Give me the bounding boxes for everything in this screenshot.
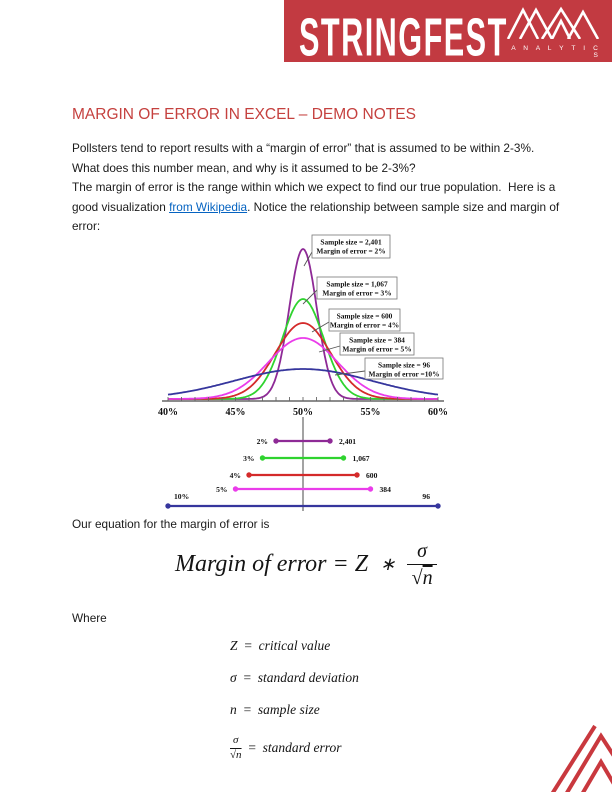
- svg-text:Sample size = 1,067: Sample size = 1,067: [326, 279, 388, 289]
- definition-standard-deviation: [230, 668, 359, 687]
- equation-lhs: Margin of error = Z: [174, 551, 369, 577]
- multiply-operator: ∗: [380, 554, 396, 574]
- svg-text:55%: 55%: [360, 407, 381, 418]
- brand-logo-block: [506, 6, 602, 59]
- margin-of-error-figure: [148, 233, 468, 518]
- mountain-logo-icon: [506, 6, 602, 39]
- equation-intro: Our equation for the margin of error is: [72, 517, 270, 531]
- svg-text:4%: 4%: [229, 470, 241, 480]
- svg-text:2%: 2%: [256, 436, 268, 446]
- definitions-list: [230, 636, 359, 777]
- paragraph-line: [72, 198, 559, 218]
- brand-wordmark: STRINGFEST: [299, 7, 508, 68]
- radicand: n: [236, 748, 242, 761]
- brand-subtitle: A N A L Y T I C S: [511, 45, 601, 59]
- svg-text:2,401: 2,401: [339, 436, 357, 446]
- fraction-denominator: [412, 565, 433, 589]
- paragraph-pollsters: [72, 139, 534, 178]
- term: n: [230, 701, 237, 717]
- svg-text:Margin of error =10%: Margin of error =10%: [368, 369, 440, 379]
- radical-sign: √: [230, 748, 237, 761]
- svg-text:Margin of error = 3%: Margin of error = 3%: [322, 288, 392, 298]
- svg-text:384: 384: [379, 484, 391, 494]
- equals-sign: =: [243, 637, 253, 653]
- definition-sample-size: [230, 700, 359, 719]
- svg-text:Margin of error = 2%: Margin of error = 2%: [316, 246, 386, 256]
- equation-margin-of-error: [0, 540, 612, 589]
- meaning: standard deviation: [257, 669, 359, 685]
- meaning: critical value: [258, 637, 331, 653]
- svg-text:Sample size = 600: Sample size = 600: [336, 311, 393, 321]
- paragraph-line: What does this number mean, and why is it assumed to be 2-3%?: [72, 160, 416, 175]
- svg-text:40%: 40%: [158, 407, 178, 418]
- text-before-link: good visualization: [72, 199, 170, 214]
- meaning: sample size: [257, 701, 320, 717]
- radicand: n: [422, 567, 433, 589]
- equation-fraction: [407, 540, 437, 589]
- margin-of-error-chart: [148, 233, 468, 518]
- meaning: standard error: [262, 740, 342, 755]
- fraction-denominator: [230, 749, 242, 762]
- svg-text:45%: 45%: [225, 407, 246, 418]
- definition-standard-error: [230, 732, 359, 764]
- corner-mountain-logo-icon: [550, 720, 612, 792]
- radical-sign: √: [411, 567, 423, 589]
- paragraph-line: error:: [72, 219, 101, 233]
- svg-text:1,067: 1,067: [352, 453, 370, 463]
- svg-text:Sample size = 96: Sample size = 96: [377, 360, 431, 370]
- svg-text:Sample size = 384: Sample size = 384: [349, 335, 405, 345]
- svg-text:3%: 3%: [243, 453, 255, 463]
- term-fraction: [230, 735, 242, 761]
- fraction-numerator: σ: [407, 540, 437, 565]
- paragraph-visualization: [72, 178, 559, 237]
- svg-text:Sample size = 2,401: Sample size = 2,401: [320, 237, 382, 247]
- svg-text:10%: 10%: [174, 492, 190, 501]
- wikipedia-link[interactable]: from Wikipedia: [169, 199, 248, 214]
- paragraph-line: Pollsters tend to report results with a “margin of error” that is assumed to be within 2-3%.: [72, 141, 535, 155]
- header-banner: [284, 0, 612, 68]
- svg-text:5%: 5%: [216, 484, 228, 494]
- svg-text:60%: 60%: [428, 407, 448, 418]
- text-after-link: . Notice the relationship between sample size and margin of: [247, 199, 560, 214]
- svg-text:50%: 50%: [293, 407, 313, 418]
- fraction-numerator: σ: [230, 735, 241, 749]
- page-title: MARGIN OF ERROR IN EXCEL – DEMO NOTES: [72, 106, 416, 123]
- svg-text:Margin of error = 4%: Margin of error = 4%: [329, 320, 400, 330]
- svg-text:96: 96: [422, 492, 430, 501]
- where-label: Where: [72, 611, 107, 625]
- definition-critical-value: [230, 636, 359, 655]
- svg-text:600: 600: [366, 470, 378, 480]
- term: Z: [230, 637, 238, 653]
- equals-sign: =: [242, 669, 252, 685]
- equals-sign: =: [242, 701, 252, 717]
- paragraph-line: The margin of error is the range within which we expect to find our true population. Here is a: [72, 180, 556, 194]
- term: σ: [230, 669, 237, 685]
- equals-sign: =: [247, 740, 257, 755]
- svg-text:Margin of error = 5%: Margin of error = 5%: [342, 344, 412, 354]
